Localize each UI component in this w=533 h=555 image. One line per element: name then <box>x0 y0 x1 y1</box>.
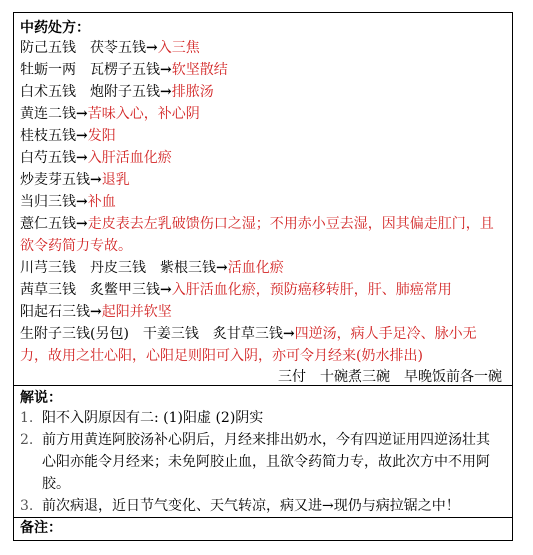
rx-effect: 起阳并软坚 <box>101 304 172 320</box>
rx-effect: 入三焦 <box>157 40 200 56</box>
rx-line-wrapped <box>20 213 512 257</box>
list-item <box>20 407 512 429</box>
rx-effect: 发阳 <box>87 128 116 144</box>
rx-effect: 退乳 <box>101 172 130 188</box>
arrow-icon: → <box>90 304 102 320</box>
arrow-icon: → <box>216 260 228 276</box>
rx-effect: 活血化瘀 <box>227 260 284 276</box>
arrow-icon: → <box>282 326 295 342</box>
rx-herbs: 当归三钱 <box>20 194 76 210</box>
rx-line <box>20 103 512 125</box>
rx-herbs: 桂枝五钱 <box>20 128 76 144</box>
rx-effect: 入肝活血化瘀，预防癌移转肝，肝、肺癌常用 <box>171 282 452 298</box>
rx-line <box>20 191 512 213</box>
rx-herbs: 茜草三钱 炙鳖甲三钱 <box>20 282 160 298</box>
arrow-icon: → <box>76 150 88 166</box>
rx-herbs: 炒麦芽五钱 <box>20 172 90 188</box>
rx-herbs: 薏仁五钱 <box>20 216 76 232</box>
rx-line <box>20 279 512 301</box>
list-item <box>20 495 512 517</box>
rx-herbs: 阳起石三钱 <box>20 304 90 320</box>
notes-title: 备注： <box>20 520 62 536</box>
rx-effect: 软坚散结 <box>171 62 228 78</box>
rx-line <box>20 301 512 323</box>
rx-line <box>20 257 512 279</box>
explanation-title: 解说： <box>20 390 62 406</box>
rx-herbs: 白芍五钱 <box>20 150 76 166</box>
section-divider <box>14 517 512 518</box>
rx-herbs: 生附子三钱(另包) 干姜三钱 炙甘草三钱 <box>20 326 283 342</box>
rx-herbs: 黄连二钱 <box>20 106 76 122</box>
rx-line <box>20 37 512 59</box>
prescription-card <box>13 12 513 541</box>
arrow-icon: → <box>76 216 88 232</box>
rx-line-wrapped <box>20 323 512 367</box>
section-divider <box>14 385 512 386</box>
notes-section <box>14 519 512 537</box>
rx-effect: 苦味入心，补心阴 <box>87 106 200 122</box>
list-text: 阳不入阴原因有二: (1)阳虚 (2)阴实 <box>42 410 264 426</box>
rx-effect: 入肝活血化瘀 <box>87 150 172 166</box>
rx-effect: 排脓汤 <box>171 84 214 100</box>
arrow-icon: → <box>146 40 158 56</box>
prescription-title: 中药处方： <box>20 20 90 36</box>
list-text: 前方用黄连阿胶汤补心阴后，月经来排出奶水，今有四逆证用四逆汤壮其心阳亦能令月经来；未免阿胶止血，且欲令药简力专，故此次方中不用阿胶。 <box>42 432 490 492</box>
rx-effect: 补血 <box>87 194 116 210</box>
rx-line <box>20 81 512 103</box>
list-number: 2. <box>20 432 34 448</box>
rx-effect: 四逆汤，病人手足冷、脉小无力，故用之壮心阳，心阳足则阳可入阴，亦可令月经来(奶水排出) <box>20 326 477 364</box>
arrow-icon: → <box>76 194 88 210</box>
rx-line <box>20 169 512 191</box>
list-number: 3. <box>20 498 34 514</box>
rx-line <box>20 125 512 147</box>
arrow-icon: → <box>160 84 172 100</box>
prescription-section <box>14 19 512 387</box>
rx-line <box>20 147 512 169</box>
dosage-instructions: 三付 十碗煮三碗 早晚饭前各一碗 <box>278 369 502 385</box>
rx-herbs: 牡蛎一两 瓦楞子五钱 <box>20 62 160 78</box>
rx-herbs: 川芎三钱 丹皮三钱 紫根三钱 <box>20 260 216 276</box>
rx-effect: 走皮表去左乳破馈伤口之湿；不用赤小豆去湿，因其偏走肛门，且欲令药简力专故。 <box>20 216 494 254</box>
arrow-icon: → <box>76 128 88 144</box>
list-item <box>20 429 512 495</box>
rx-line <box>20 59 512 81</box>
arrow-icon: → <box>76 106 88 122</box>
list-text: 前次病退，近日节气变化、天气转凉，病又进→现仍与病拉锯之中！ <box>42 498 460 514</box>
arrow-icon: → <box>90 172 102 188</box>
arrow-icon: → <box>160 62 172 78</box>
list-number: 1. <box>20 410 34 426</box>
arrow-icon: → <box>160 282 172 298</box>
rx-herbs: 白术五钱 炮附子五钱 <box>20 84 160 100</box>
explanation-section <box>14 389 512 517</box>
explanation-list <box>20 407 512 517</box>
rx-herbs: 防己五钱 茯苓五钱 <box>20 40 146 56</box>
